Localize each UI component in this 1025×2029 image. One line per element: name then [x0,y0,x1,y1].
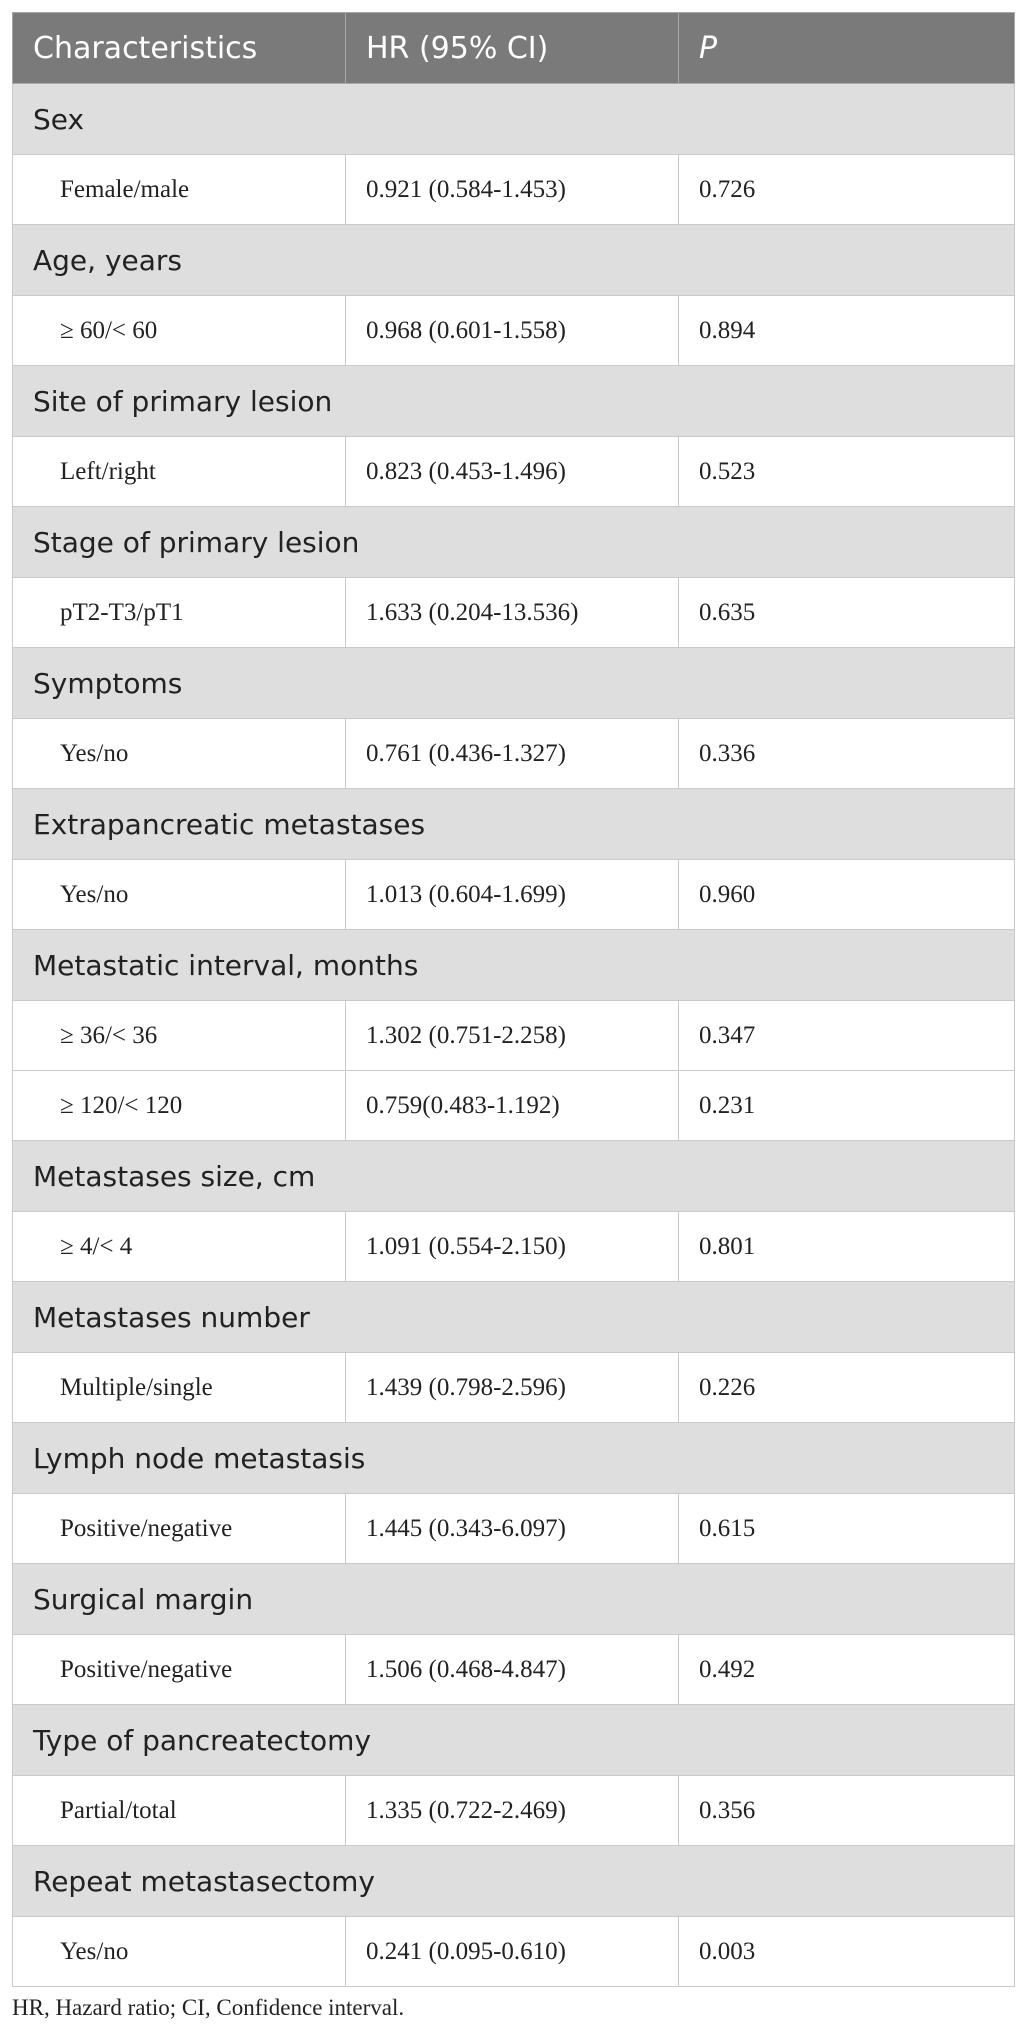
group-title: Lymph node metastasis [13,1423,1015,1494]
group-title: Extrapancreatic metastases [13,789,1015,860]
row-label: Multiple/single [13,1353,346,1423]
group-title: Age, years [13,225,1015,296]
table-row [13,1001,1015,1071]
table-header-row [13,13,1015,84]
group-title: Site of primary lesion [13,366,1015,437]
group-title: Metastases number [13,1282,1015,1353]
group-header-row [13,648,1015,719]
row-hr-ci: 0.759(0.483-1.192) [346,1071,679,1141]
row-hr-ci: 1.091 (0.554-2.150) [346,1212,679,1282]
row-hr-ci: 1.013 (0.604-1.699) [346,860,679,930]
group-title: Repeat metastasectomy [13,1846,1015,1917]
row-hr-ci: 1.302 (0.751-2.258) [346,1001,679,1071]
row-label: Yes/no [13,860,346,930]
row-label: pT2-T3/pT1 [13,578,346,648]
table-row [13,1635,1015,1705]
group-title: Metastases size, cm [13,1141,1015,1212]
row-label: Female/male [13,155,346,225]
row-label: Yes/no [13,719,346,789]
table-row [13,578,1015,648]
group-header-row [13,1282,1015,1353]
row-p-value: 0.226 [679,1353,1015,1423]
group-header-row [13,789,1015,860]
table-row [13,1353,1015,1423]
row-hr-ci: 0.823 (0.453-1.496) [346,437,679,507]
group-title: Metastatic interval, months [13,930,1015,1001]
row-p-value: 0.231 [679,1071,1015,1141]
row-hr-ci: 1.335 (0.722-2.469) [346,1776,679,1846]
row-label: ≥ 60/< 60 [13,296,346,366]
row-label: Positive/negative [13,1635,346,1705]
group-header-row [13,1564,1015,1635]
group-header-row [13,1705,1015,1776]
group-title: Stage of primary lesion [13,507,1015,578]
row-hr-ci: 0.761 (0.436-1.327) [346,719,679,789]
table-row [13,155,1015,225]
table-row [13,1071,1015,1141]
row-hr-ci: 0.921 (0.584-1.453) [346,155,679,225]
row-p-value: 0.726 [679,155,1015,225]
table-row [13,1776,1015,1846]
header-characteristics: Characteristics [13,13,346,84]
header-p: P [679,13,1015,84]
row-label: ≥ 36/< 36 [13,1001,346,1071]
row-p-value: 0.336 [679,719,1015,789]
group-header-row [13,366,1015,437]
group-header-row [13,1423,1015,1494]
row-p-value: 0.356 [679,1776,1015,1846]
row-p-value: 0.635 [679,578,1015,648]
table-row [13,296,1015,366]
group-header-row [13,84,1015,155]
hazard-ratio-table [12,12,1015,1987]
row-hr-ci: 0.968 (0.601-1.558) [346,296,679,366]
table-row [13,1917,1015,1987]
group-header-row [13,1141,1015,1212]
row-label: Partial/total [13,1776,346,1846]
row-p-value: 0.003 [679,1917,1015,1987]
table-body [13,84,1015,1987]
row-hr-ci: 1.506 (0.468-4.847) [346,1635,679,1705]
table-row [13,860,1015,930]
group-title: Surgical margin [13,1564,1015,1635]
group-header-row [13,225,1015,296]
row-label: ≥ 4/< 4 [13,1212,346,1282]
header-hr: HR (95% CI) [346,13,679,84]
row-hr-ci: 1.445 (0.343-6.097) [346,1494,679,1564]
row-p-value: 0.894 [679,296,1015,366]
row-p-value: 0.523 [679,437,1015,507]
row-hr-ci: 1.439 (0.798-2.596) [346,1353,679,1423]
row-label: Left/right [13,437,346,507]
group-title: Sex [13,84,1015,155]
row-label: ≥ 120/< 120 [13,1071,346,1141]
group-header-row [13,930,1015,1001]
row-p-value: 0.492 [679,1635,1015,1705]
row-label: Positive/negative [13,1494,346,1564]
group-title: Type of pancreatectomy [13,1705,1015,1776]
table-footnote: HR, Hazard ratio; CI, Confidence interval. [12,1995,405,2020]
row-p-value: 0.347 [679,1001,1015,1071]
table-row [13,719,1015,789]
table-row [13,1494,1015,1564]
table-row [13,437,1015,507]
row-label: Yes/no [13,1917,346,1987]
group-title: Symptoms [13,648,1015,719]
row-hr-ci: 1.633 (0.204-13.536) [346,578,679,648]
group-header-row [13,1846,1015,1917]
row-p-value: 0.615 [679,1494,1015,1564]
table-row [13,1212,1015,1282]
row-hr-ci: 0.241 (0.095-0.610) [346,1917,679,1987]
row-p-value: 0.801 [679,1212,1015,1282]
row-p-value: 0.960 [679,860,1015,930]
group-header-row [13,507,1015,578]
